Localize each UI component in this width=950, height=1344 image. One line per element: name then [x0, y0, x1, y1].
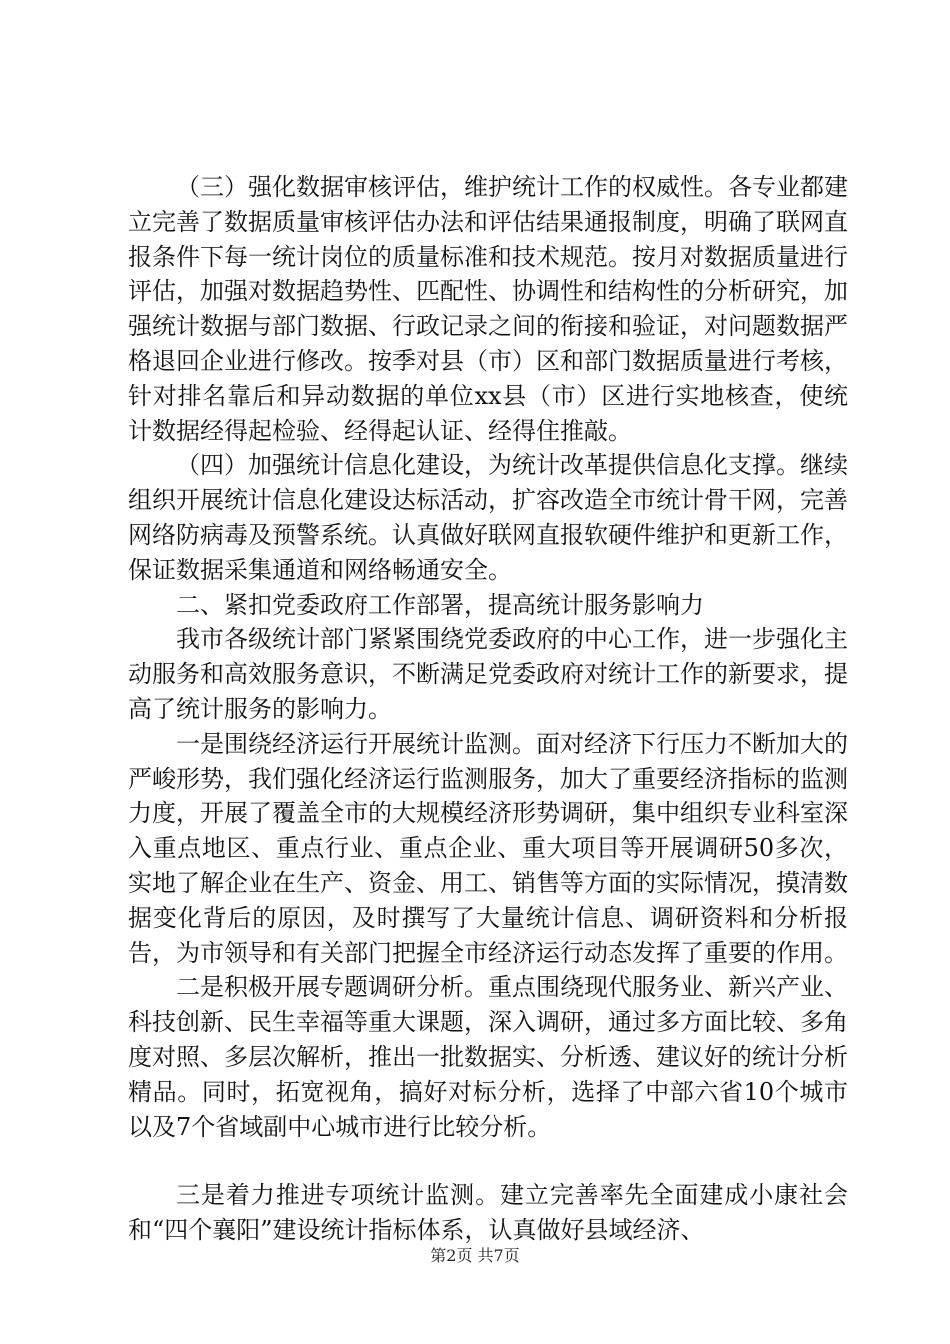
section-heading-service: 二、紧扣党委政府工作部署，提高统计服务影响力 [176, 590, 704, 619]
paragraph-economic-monitoring: 一是围绕经济运行开展统计监测。面对经济下行压力不断加大的严峻形势，我们强化经济运行监测服务，加大了重要经济指标的监测力度，开展了覆盖全市的大规模经济形势调研，集中组织专业科室深入重点地区、重点行业、重点企业、重大项目等开展调研50多次，实地了解企业在生产、资金、用工、销售等方面的实际情况，摸清数据变化背后的原因，及时撰写了大量统计信息、调研资料和分析报告，为市领导和有关部门把握全市经济运行动态发挥了重要的作用。 [128, 729, 848, 967]
page-number-footer: 第2页 共7页 [430, 1246, 520, 1265]
paragraph-data-review: （三）强化数据审核评估，维护统计工作的权威性。各专业都建立完善了数据质量审核评估办法和评估结果通报制度，明确了联网直报条件下每一统计岗位的质量标准和技术规范。按月对数据质量进行评估，加强对数据趋势性、匹配性、协调性和结构性的分析研究，加强统计数据与部门数据、行政记录之间的衔接和验证，对问题数据严格退回企业进行修改。按季对县（市）区和部门数据质量进行考核，针对排名靠后和异动数据的单位xx县（市）区进行实地核查，使统计数据经得起检验、经得起认证、经得住推敲。 [128, 173, 848, 445]
paragraph-special-monitoring: 三是着力推进专项统计监测。建立完善率先全面建成小康社会和“四个襄阳”建设统计指标体系，认真做好县域经济、 [128, 1181, 848, 1245]
paragraph-service-intro: 我市各级统计部门紧紧围绕党委政府的中心工作，进一步强化主动服务和高效服务意识，不断满足党委政府对统计工作的新要求，提高了统计服务的影响力。 [128, 625, 848, 723]
paragraph-informatization: （四）加强统计信息化建设，为统计改革提供信息化支撑。继续组织开展统计信息化建设达标活动，扩容改造全市统计骨干网，完善网络防病毒及预警系统。认真做好联网直报软硬件维护和更新工作，保证数据采集通道和网络畅通安全。 [128, 451, 848, 584]
paragraph-special-research: 二是积极开展专题调研分析。重点围绕现代服务业、新兴产业、科技创新、民生幸福等重大课题，深入调研，通过多方面比较、多角度对照、多层次解析，推出一批数据实、分析透、建议好的统计分析精品。同时，拓宽视角，搞好对标分析，选择了中部六省10个城市以及7个省域副中心城市进行比较分析。 [128, 973, 848, 1141]
document-body [128, 170, 848, 1248]
